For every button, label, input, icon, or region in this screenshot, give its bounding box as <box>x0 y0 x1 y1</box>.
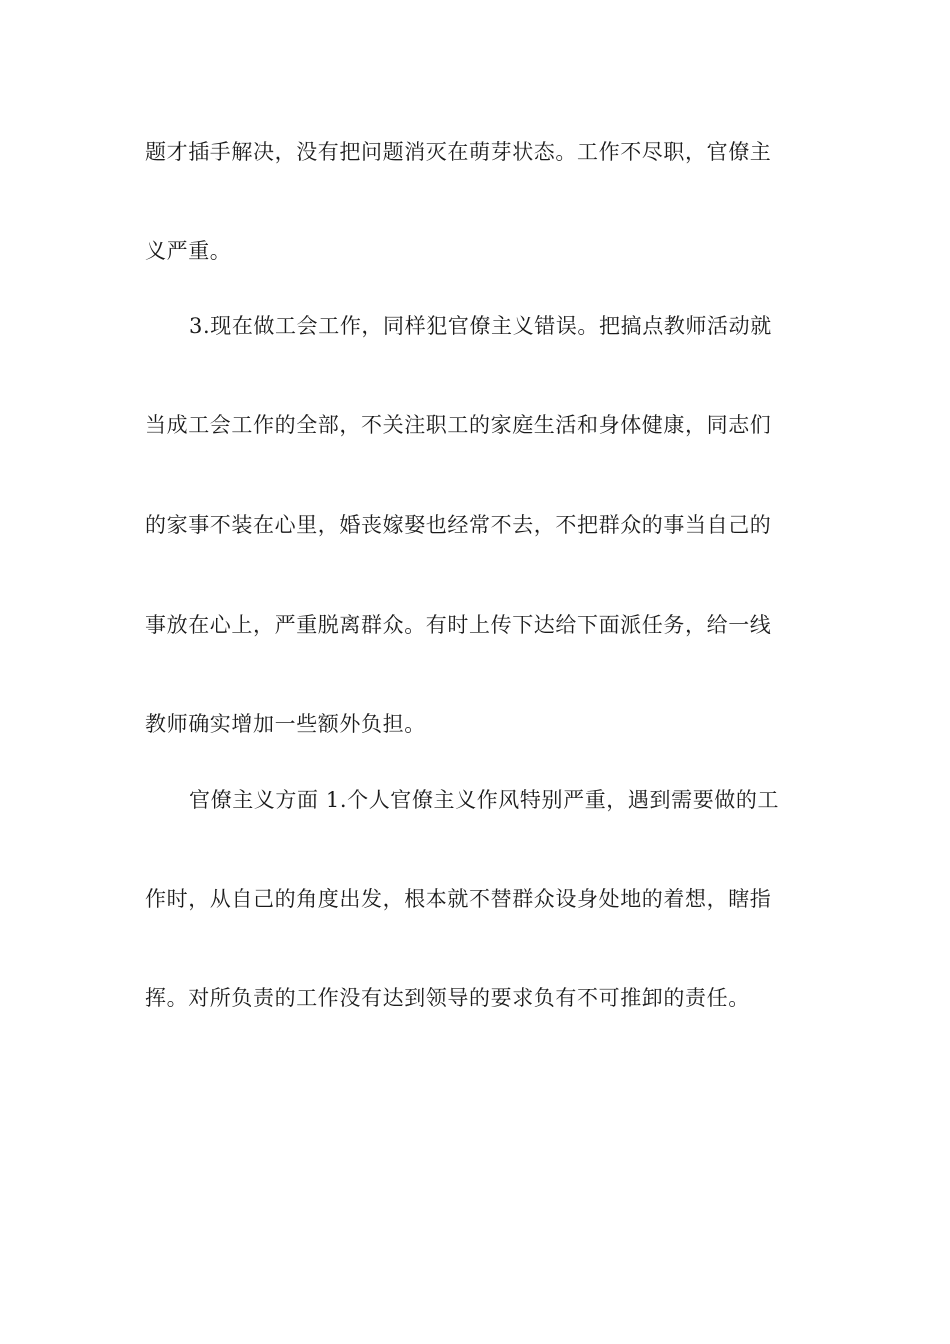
paragraph-line: 教师确实增加一些额外负担。 <box>145 712 426 736</box>
paragraph-line: 事放在心上，严重脱离群众。有时上传下达给下面派任务，给一线 <box>145 613 772 637</box>
paragraph-line: 3.现在做工会工作，同样犯官僚主义错误。把搞点教师活动就 <box>189 314 772 338</box>
paragraph-line: 当成工会工作的全部，不关注职工的家庭生活和身体健康，同志们 <box>145 413 772 437</box>
paragraph-line: 义严重。 <box>145 239 232 263</box>
paragraph-line: 作时，从自己的角度出发，根本就不替群众设身处地的着想，瞎指 <box>145 887 772 911</box>
paragraph-line: 的家事不装在心里，婚丧嫁娶也经常不去，不把群众的事当自己的 <box>145 513 772 537</box>
paragraph-line: 官僚主义方面 1.个人官僚主义作风特别严重，遇到需要做的工 <box>189 788 780 812</box>
paragraph-line: 挥。对所负责的工作没有达到领导的要求负有不可推卸的责任。 <box>145 986 750 1010</box>
paragraph-line: 题才插手解决，没有把问题消灭在萌芽状态。工作不尽职，官僚主 <box>145 140 772 164</box>
